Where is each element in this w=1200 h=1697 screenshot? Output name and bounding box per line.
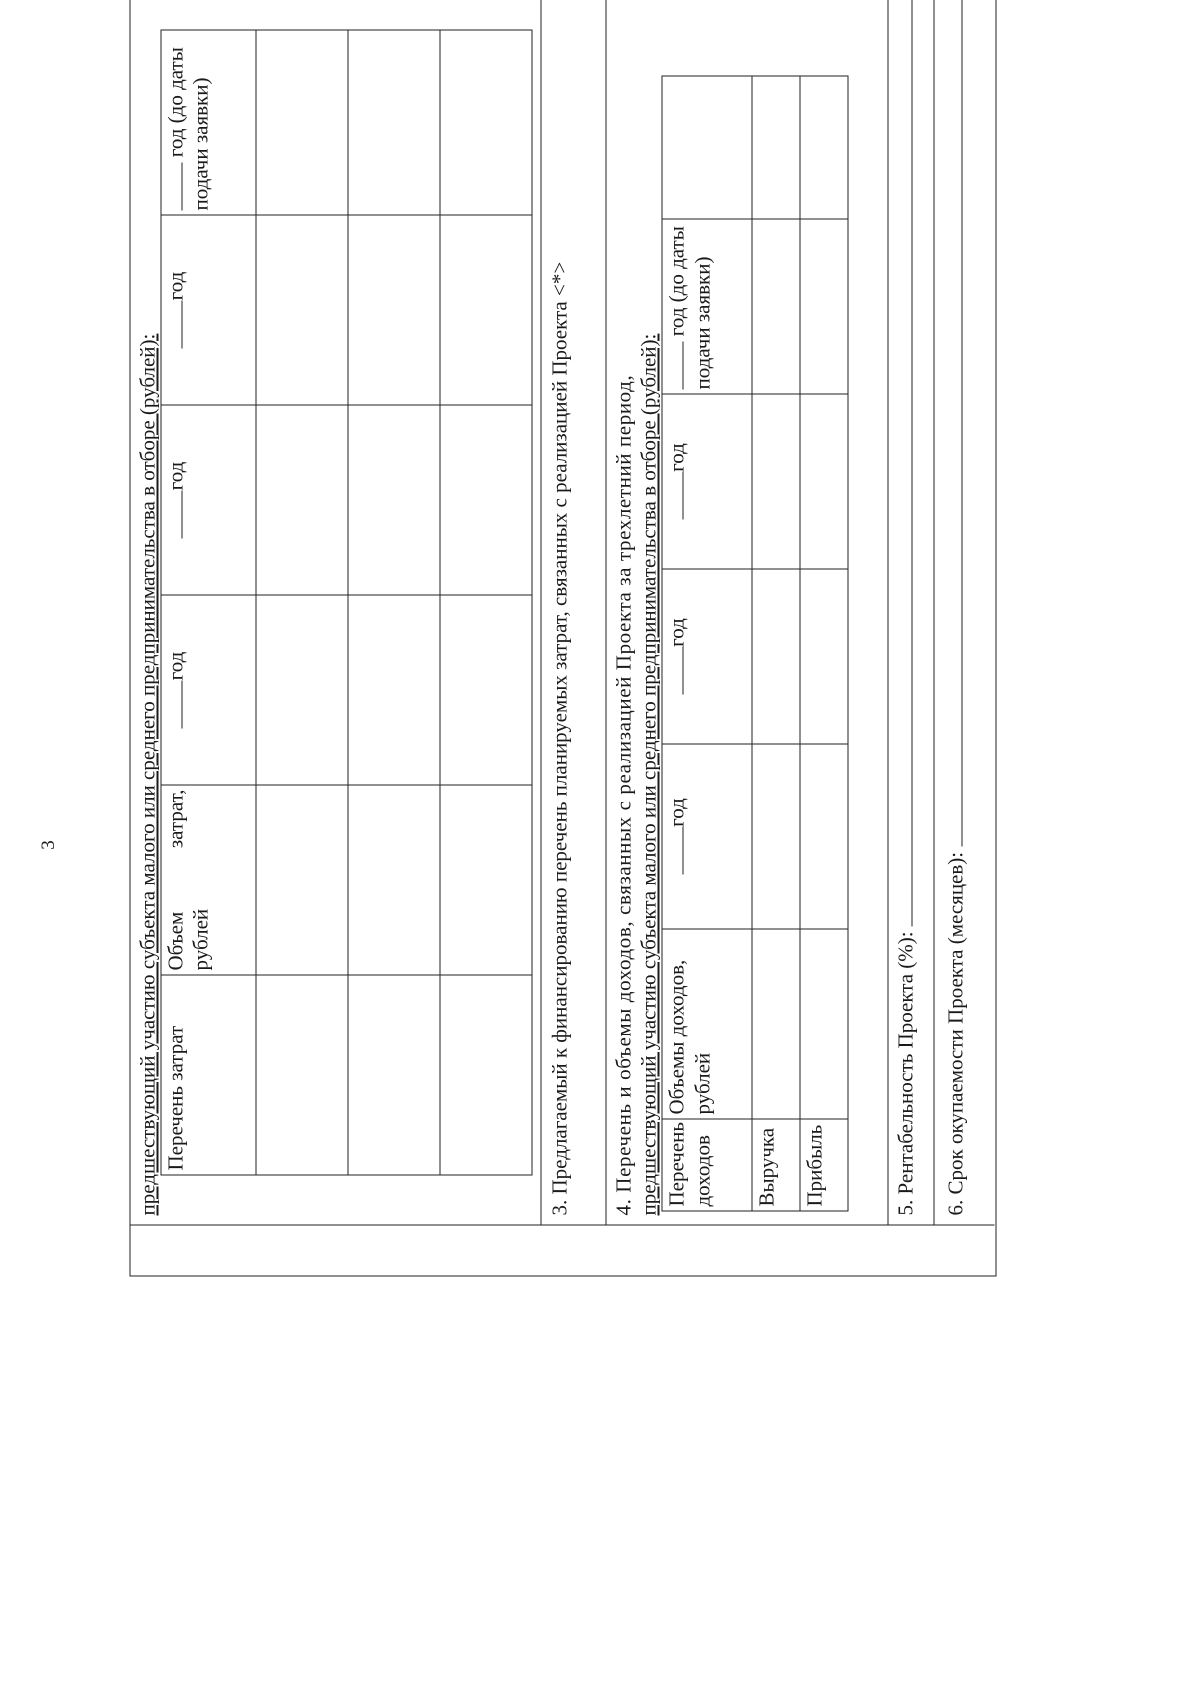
section-3-text: 3. Предлагаемый к финансированию перечень планируемых затрат, связанных с реализацией Проекта <*> [547,261,572,1216]
section-2-intro: предшествующий участию субъекта малого или среднего предпринимательства в отборе (рублей): [135,333,160,1216]
expense-col-year-1: год [161,595,256,785]
section-2 [136,0,533,1216]
income-col-year-2: год [662,569,752,744]
table-row [800,76,848,1211]
expense-col-volume-header: Объем затрат, рублей [161,785,256,975]
income-col-volume-header: Объемы доходов, рублей [662,929,752,1119]
section-4-text-line1: 4. Перечень и объемы доходов, связанных с реализацией Проекта за трехлетний период, [611,374,636,1216]
section-3 [548,0,573,1216]
divider-line [888,0,889,1226]
income-row-profit-label: Прибыль [800,1119,848,1211]
divider-line [606,0,607,1226]
expense-table [161,30,533,1176]
income-col-year-1: год [662,744,752,929]
section-6-text: 6. Срок окупаемости Проекта (месяцев): [943,851,968,1216]
expense-col-year-3: год [161,215,256,405]
left-column-divider [130,1225,995,1226]
table-row [256,30,348,1175]
section-5-text: 5. Рентабельность Проекта (%): [893,931,918,1216]
income-table-header [662,76,752,1211]
expense-table-header [161,30,256,1175]
section-5 [894,0,919,1216]
income-col-list-header: Перечень доходов [662,1119,752,1211]
divider-line [541,0,542,1226]
expense-col-year-current: год (до даты подачи заявки) [161,30,256,215]
table-row [440,30,532,1175]
expense-col-year-2: год [161,405,256,595]
income-table [662,76,849,1212]
section-5-answer-line [894,0,913,926]
section-4 [612,0,849,1216]
page-number: 3 [37,840,59,850]
divider-line [934,0,935,1226]
income-row-revenue-label: Выручка [752,1119,800,1211]
section-4-text-line2: предшествующий участию субъекта малого или среднего предпринимательства в отборе (рублей): [636,333,661,1216]
table-row [348,30,440,1175]
table-row [752,76,800,1211]
income-col-year-3: год [662,394,752,569]
rotated-form-sheet [130,0,1005,1291]
expense-col-list-header: Перечень затрат [161,975,256,1175]
income-col-year-current: год (до даты подачи заявки) [662,219,752,394]
section-6 [944,0,969,1216]
section-6-answer-line [944,0,963,847]
